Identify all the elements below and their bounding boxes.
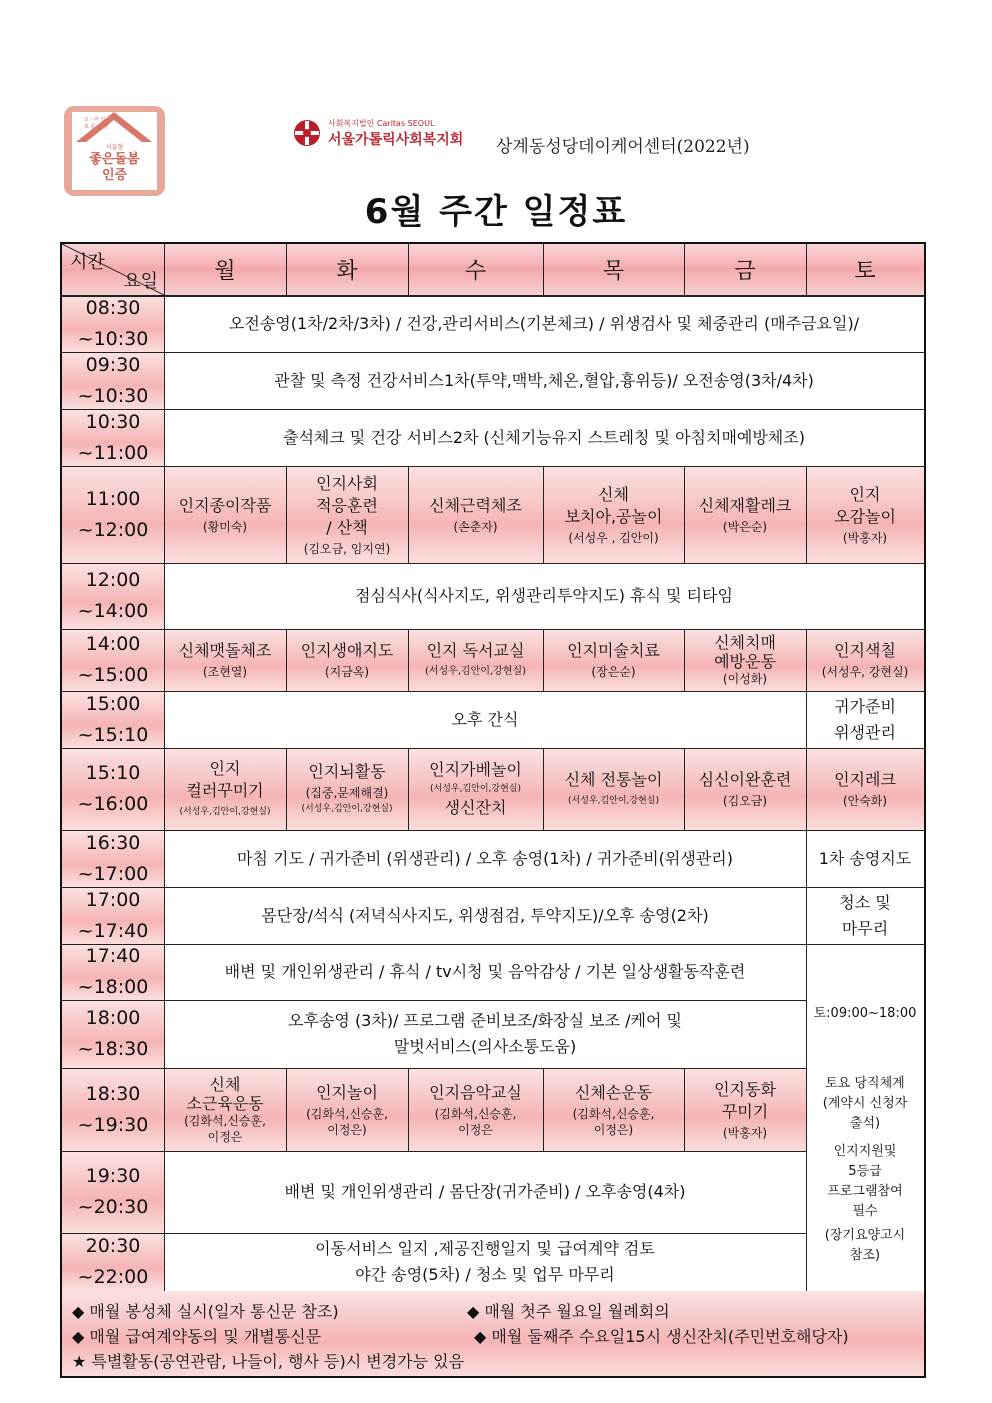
activity-cell: 신체 전통놀이 (서성우,김안이,강현실): [543, 748, 684, 830]
grid-line: [62, 466, 924, 467]
grid-line: [543, 629, 544, 691]
activity-cell: 신체 소근육운동 (김화석,신승훈, 이정은: [164, 1068, 286, 1151]
grid-line: [806, 466, 807, 563]
logo-main-text: 좋은돌봄 인증: [89, 152, 140, 183]
grid-line: [62, 295, 924, 297]
corner-label-day: 요일: [123, 271, 158, 292]
saturday-activity: 청소 및 마무리: [806, 887, 924, 944]
time-slot: 08:30 ~10:30: [62, 295, 164, 352]
grid-line: [62, 1000, 806, 1001]
grid-line: [62, 748, 924, 749]
grid-line: [408, 748, 409, 830]
grid-line: [408, 1068, 409, 1151]
day-header-sat: 토: [806, 244, 924, 295]
time-slot: 09:30 ~10:30: [62, 352, 164, 409]
activity-cell: 인지 오감놀이 (박홍자): [806, 466, 924, 563]
center-name: 상계동성당데이케어센터(2022년): [496, 137, 750, 157]
time-slot: 18:30 ~19:30: [62, 1068, 164, 1151]
activity-cell: 인지음악교실 (김화석,신승훈, 이정은: [408, 1068, 543, 1151]
activity-wide: 마침 기도 / 귀가준비 (위생관리) / 오후 송영(1차) / 귀가준비(위생관리): [164, 830, 806, 887]
note-item: ★ 특별활동(공연관람, 나들이, 행사 등)시 변경가능 있음: [72, 1352, 465, 1371]
time-slot: 15:10 ~16:00: [62, 748, 164, 830]
time-slot: 18:00 ~18:30: [62, 1000, 164, 1068]
grid-line: [543, 244, 544, 295]
grid-line: [408, 466, 409, 563]
activity-wide: 몸단장/석식 (저녁식사지도, 위생점검, 투약지도)/오후 송영(2차): [164, 887, 806, 944]
activity-cell: 인지동화 꾸미기 (박홍자): [684, 1068, 806, 1151]
time-slot: 20:30 ~22:00: [62, 1233, 164, 1291]
grid-line: [286, 629, 287, 691]
grid-line: [286, 748, 287, 830]
grid-line: [62, 409, 924, 410]
activity-cell: 인지레크 (안숙화): [806, 748, 924, 830]
time-slot: 10:30 ~11:00: [62, 409, 164, 466]
activity-cell: 인지가베놀이 (서성우,김안이,강현실) 생신잔치: [408, 748, 543, 830]
note-item: ◆ 매월 첫주 월요일 월례회의: [467, 1302, 670, 1321]
grid-line: [806, 629, 807, 1291]
grid-line: [62, 830, 924, 831]
time-slot: 17:40 ~18:00: [62, 944, 164, 1000]
grid-line: [543, 466, 544, 563]
grid-line: [62, 563, 924, 564]
activity-cell: 인지 컬러꾸미기 (서성우,김안이,강현실): [164, 748, 286, 830]
grid-line: [62, 629, 924, 630]
activity-cell: 신체 보치아,공놀이 (서성우 , 김안이): [543, 466, 684, 563]
note-item: ◆ 매월 봉성체 실시(일자 통신문 참조): [72, 1302, 339, 1321]
grid-line: [408, 629, 409, 691]
time-slot: 14:00 ~15:00: [62, 629, 164, 691]
grid-line: [286, 466, 287, 563]
time-slot: 16:30 ~17:00: [62, 830, 164, 887]
day-header-fri: 금: [684, 244, 806, 295]
activity-cell: 신체근력체조 (손춘자): [408, 466, 543, 563]
activity-cell: 인지색칠 (서성우, 강현실): [806, 629, 924, 691]
activity-wide: 배변 및 개인위생관리 / 휴식 / tv시청 및 음악감상 / 기본 일상생활동작훈련: [164, 944, 806, 1000]
activity-cell: 인지종이작품 (황미숙): [164, 466, 286, 563]
saturday-schedule-block: 토:09:00~18:00 토요 당직체계 (계약시 신청자 출석) 인지지원및 5등급 프로그램참여 필수 (장기요양고시 참조): [806, 944, 924, 1291]
note-row: [72, 1349, 924, 1374]
time-slot: 19:30 ~20:30: [62, 1151, 164, 1233]
time-slot: 17:00 ~17:40: [62, 887, 164, 944]
activity-wide: 출석체크 및 건강 서비스2차 (신체기능유지 스트레칭 및 아침치매예방체조): [164, 409, 924, 466]
caritas-flame-icon: [292, 118, 322, 148]
activity-cell: 신체치매 예방운동 (이성화): [684, 629, 806, 691]
note-item: ◆ 매월 급여계약동의 및 개별통신문: [72, 1327, 322, 1346]
grid-line: [62, 944, 924, 945]
day-header-wed: 수: [408, 244, 543, 295]
grid-line: [543, 748, 544, 830]
grid-line: [286, 1068, 287, 1151]
activity-wide: 오후 간식: [164, 691, 806, 748]
activity-cell: 신체손운동 (김화석,신승훈, 이정은): [543, 1068, 684, 1151]
activity-wide: 이동서비스 일지 ,제공진행일지 및 급여계약 검토 야간 송영(5차) / 청소 및 업무 마무리: [164, 1233, 806, 1291]
note-row: [72, 1324, 924, 1349]
activity-wide: 관찰 및 측정 건강서비스1차(투약,맥박,체온,혈압,흉위등)/ 오전송영(3차/4차): [164, 352, 924, 409]
grid-line: [62, 887, 924, 888]
grid-line: [286, 244, 287, 295]
corner-label-time: 시간: [70, 252, 105, 273]
house-icon: [72, 112, 157, 190]
grid-line: [164, 244, 165, 1291]
grid-line: [806, 244, 807, 295]
note-row: [72, 1299, 924, 1324]
day-header-tue: 화: [286, 244, 408, 295]
time-slot: 11:00 ~12:00: [62, 466, 164, 563]
grid-line: [62, 1151, 806, 1152]
day-header-mon: 월: [164, 244, 286, 295]
logo-sub-text: 서울형: [105, 144, 124, 151]
logo-small-text: 오 - 미 인 보 증 시 설: [84, 117, 109, 130]
activity-wide: 점심식사(식사지도, 위생관리투약지도) 휴식 및 티타임: [164, 563, 924, 629]
day-header-thu: 목: [543, 244, 684, 295]
grid-line: [62, 352, 924, 353]
corner-header: [62, 244, 164, 295]
saturday-activity: 1차 송영지도: [806, 830, 924, 887]
grid-line: [62, 1068, 806, 1069]
activity-wide: 오후송영 (3차)/ 프로그램 준비보조/화장실 보조 /케어 및 말벗서비스(의사소통도움): [164, 1000, 806, 1068]
page-title: 6월 주간 일정표: [364, 192, 628, 232]
grid-line: [543, 1068, 544, 1151]
grid-line: [684, 629, 685, 691]
time-slot: 12:00 ~14:00: [62, 563, 164, 629]
activity-cell: 인지생애지도 (지금옥): [286, 629, 408, 691]
grid-line: [62, 691, 924, 692]
time-slot: 15:00 ~15:10: [62, 691, 164, 748]
organization-name: 서울가톨릭사회복지회: [328, 132, 464, 148]
activity-cell: 인지놀이 (김화석,신승훈, 이정은): [286, 1068, 408, 1151]
activity-cell: 심신이완훈련 (김오금): [684, 748, 806, 830]
organization-subtitle: 사회복지법인 Caritas SEOUL: [328, 119, 435, 128]
grid-line: [408, 244, 409, 295]
activity-wide: 오전송영(1차/2차/3차) / 건강,관리서비스(기본체크) / 위생검사 및 체중관리 (매주금요일)/: [164, 295, 924, 352]
center-certification-logo: [64, 106, 165, 196]
notes-section: [62, 1291, 924, 1376]
activity-cell: 인지미술치료 (장은순): [543, 629, 684, 691]
activity-cell: 신체재활레크 (박은순): [684, 466, 806, 563]
saturday-activity: 귀가준비 위생관리: [806, 691, 924, 748]
activity-cell: 인지사회 적응훈련 / 산책 (김오금, 임지연): [286, 466, 408, 563]
activity-cell: 인지뇌활동 (집중,문제해결) (서성우,김안이,강현실): [286, 748, 408, 830]
grid-line: [684, 748, 685, 830]
activity-cell: 신체맷돌체조 (조현열): [164, 629, 286, 691]
activity-cell: 인지 독서교실 (서성우,김안이,강현실): [408, 629, 543, 691]
activity-wide: 배변 및 개인위생관리 / 몸단장(귀가준비) / 오후송영(4차): [164, 1151, 806, 1233]
grid-line: [62, 1233, 806, 1234]
weekly-schedule-table: [60, 242, 926, 1378]
grid-line: [684, 1068, 685, 1151]
grid-line: [684, 244, 685, 295]
note-item: ◆ 매월 둘째주 수요일15시 생신잔치(주민번호해당자): [474, 1327, 849, 1346]
grid-line: [684, 466, 685, 563]
